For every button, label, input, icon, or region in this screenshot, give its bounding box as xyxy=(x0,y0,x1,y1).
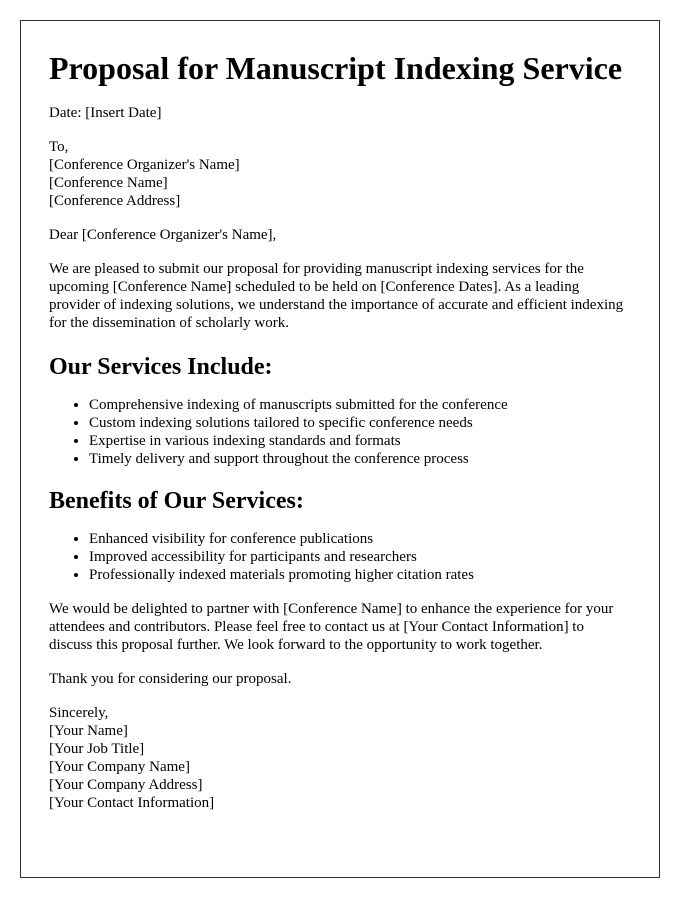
recipient-block xyxy=(49,138,631,210)
signature-closing: Sincerely, xyxy=(49,705,109,721)
salutation: Dear [Conference Organizer's Name], xyxy=(49,227,277,243)
closing-paragraph: We would be delighted to partner with [Conference Name] to enhance the experience for your attendees and contributors. Please feel free to contact us at [Your Contact Information] to discuss this proposal further. We look forward to the opportunity to work together. xyxy=(49,601,614,653)
document-title: Proposal for Manuscript Indexing Service xyxy=(49,50,623,86)
list-item: • Comprehensive indexing of manuscripts submitted for the conference xyxy=(89,396,631,414)
recipient-organizer: [Conference Organizer's Name] xyxy=(49,157,240,173)
signature-name: [Your Name] xyxy=(49,723,128,739)
signature-company-address: [Your Company Address] xyxy=(49,777,203,793)
signature-company-name: [Your Company Name] xyxy=(49,759,190,775)
list-item: • Expertise in various indexing standards and formats xyxy=(89,432,631,450)
signature-job-title: [Your Job Title] xyxy=(49,741,145,757)
thanks-line: Thank you for considering our proposal. xyxy=(49,671,292,687)
date-line: Date: [Insert Date] xyxy=(49,105,162,121)
list-item: • Custom indexing solutions tailored to specific conference needs xyxy=(89,414,631,432)
recipient-conference-name: [Conference Name] xyxy=(49,175,168,191)
services-heading: Our Services Include: xyxy=(49,354,273,380)
recipient-conference-address: [Conference Address] xyxy=(49,193,181,209)
list-item: • Enhanced visibility for conference publications xyxy=(89,530,631,548)
list-item: • Professionally indexed materials promoting higher citation rates xyxy=(89,566,631,584)
list-item: • Timely delivery and support throughout the conference process xyxy=(89,450,631,468)
signature-block xyxy=(49,704,631,812)
benefits-list xyxy=(49,530,631,584)
letter-page xyxy=(20,20,660,878)
intro-paragraph: We are pleased to submit our proposal for providing manuscript indexing services for the upcoming [Conference Name] scheduled to be held on [Conference Dates]. As a leading provider of indexing solutions, we understand the importance of accurate and efficient indexing for the dissemination of scholarly work. xyxy=(49,261,624,331)
benefits-heading: Benefits of Our Services: xyxy=(49,488,304,514)
signature-contact-information: [Your Contact Information] xyxy=(49,795,215,811)
recipient-to: To, xyxy=(49,139,69,155)
list-item: • Improved accessibility for participants and researchers xyxy=(89,548,631,566)
services-list xyxy=(49,396,631,468)
